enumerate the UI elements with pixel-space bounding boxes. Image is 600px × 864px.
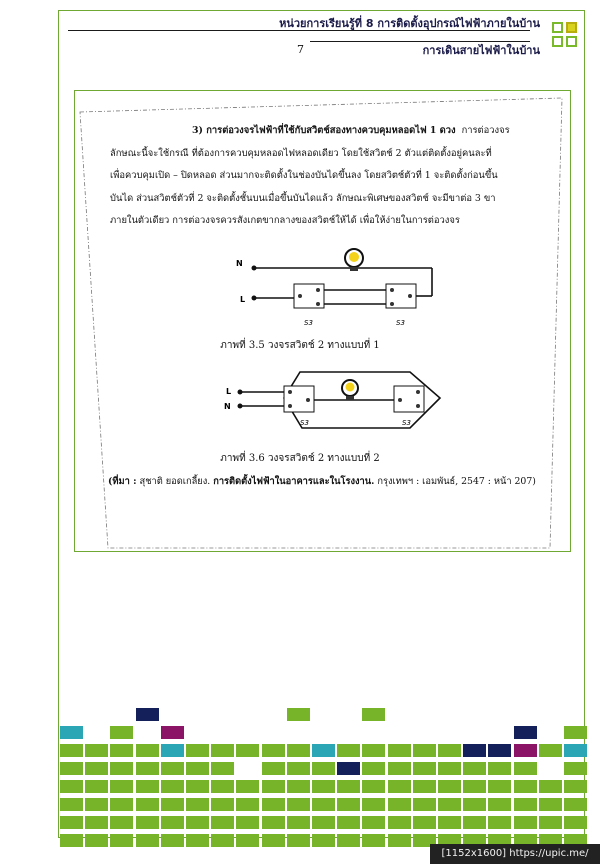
tile [110, 780, 133, 793]
tile [388, 798, 411, 811]
tile [262, 762, 285, 775]
tile [312, 834, 335, 847]
tile [136, 834, 159, 847]
body-line-2: ลักษณะนี้จะใช้กรณี ที่ต้องการควบคุมหลอดไฟหลอดเดียว โดยใช้สวิตช์ 2 ตัวแต่ติดตั้งอยู่คนละที่ [110, 147, 492, 159]
tile [287, 708, 310, 721]
tile [236, 744, 259, 757]
switch-s3-right [394, 386, 424, 412]
page-number: 7 [297, 43, 304, 56]
tile [438, 816, 461, 829]
tile [161, 726, 184, 739]
tile [287, 816, 310, 829]
tile [312, 762, 335, 775]
tile [211, 834, 234, 847]
tile [488, 762, 511, 775]
tile [514, 762, 537, 775]
tile [186, 744, 209, 757]
tile [413, 816, 436, 829]
tile [60, 726, 83, 739]
tile [539, 744, 562, 757]
tile [60, 816, 83, 829]
tile [110, 744, 133, 757]
fig2-switch-2-label: S3 [402, 419, 411, 427]
tile [60, 744, 83, 757]
tile [211, 780, 234, 793]
tile [312, 798, 335, 811]
fig1-label-l: L [240, 295, 246, 304]
tile [413, 762, 436, 775]
tile [287, 780, 310, 793]
tile [514, 726, 537, 739]
tile [362, 834, 385, 847]
tile [85, 780, 108, 793]
tile [388, 834, 411, 847]
tile [564, 744, 587, 757]
tile [362, 798, 385, 811]
tile [337, 798, 360, 811]
tile [564, 816, 587, 829]
tile [312, 744, 335, 757]
tile [337, 744, 360, 757]
tile [514, 744, 537, 757]
fig2-switch-1-label: S3 [300, 419, 309, 427]
tile [60, 834, 83, 847]
footer-watermark: [1152x1600] https://upic.me/ [430, 844, 600, 864]
tile [262, 744, 285, 757]
tile [186, 798, 209, 811]
tile [463, 798, 486, 811]
tile [110, 816, 133, 829]
tile [262, 798, 285, 811]
source-citation [108, 474, 568, 489]
tile [564, 780, 587, 793]
figure-1-caption: ภาพที่ 3.5 วงจรสวิตช์ 2 ทางแบบที่ 1 [220, 340, 380, 351]
tile [312, 816, 335, 829]
tile [60, 798, 83, 811]
header-title: หน่วยการเรียนรู้ที่ 8 การติดตั้งอุปกรณ์ไฟฟ้าภายในบ้าน [279, 17, 540, 30]
switch-s3-left [294, 284, 324, 308]
tile [136, 798, 159, 811]
tile [312, 780, 335, 793]
figure-2-caption: ภาพที่ 3.6 วงจรสวิตช์ 2 ทางแบบที่ 2 [220, 453, 380, 464]
fig1-switch-2-label: S3 [396, 319, 405, 327]
tile [362, 708, 385, 721]
tile [211, 744, 234, 757]
tile [262, 834, 285, 847]
tile [161, 816, 184, 829]
tile [85, 744, 108, 757]
tile [262, 816, 285, 829]
tile [136, 708, 159, 721]
tile [413, 798, 436, 811]
tile [236, 798, 259, 811]
tile [388, 816, 411, 829]
tile [463, 744, 486, 757]
tile [287, 762, 310, 775]
tile [287, 834, 310, 847]
tile [85, 798, 108, 811]
tile [388, 762, 411, 775]
tile [438, 780, 461, 793]
tile [388, 780, 411, 793]
tile [438, 798, 461, 811]
section-heading: 3) การต่อวงจรไฟฟ้าที่ใช้กับสวิตช์สองทางควบคุมหลอดไฟ 1 ดวง [192, 125, 456, 136]
tile [85, 816, 108, 829]
tile [413, 780, 436, 793]
tile [110, 762, 133, 775]
tile [514, 780, 537, 793]
tile [463, 762, 486, 775]
tile [85, 762, 108, 775]
tile [337, 780, 360, 793]
fig2-label-l: L [226, 387, 232, 396]
tile [564, 798, 587, 811]
tile [362, 762, 385, 775]
tile [413, 744, 436, 757]
tile [211, 798, 234, 811]
tile [136, 744, 159, 757]
tile [438, 762, 461, 775]
tile [186, 780, 209, 793]
tile [110, 798, 133, 811]
tile [161, 744, 184, 757]
body-line-5: ภายในตัวเดียว การต่อวงจรควรสังเกตขากลางของสวิตช์ให้ได้ เพื่อให้ง่ายในการต่อวงจร [110, 215, 460, 226]
source-prefix: (ที่มา : [108, 476, 137, 487]
tile [287, 798, 310, 811]
tile [488, 816, 511, 829]
tile [236, 816, 259, 829]
tile [136, 780, 159, 793]
tile [110, 834, 133, 847]
tile [161, 762, 184, 775]
source-publisher: กรุงเทพฯ : เอมพันธ์, 2547 : หน้า 207) [377, 476, 536, 487]
tile [161, 834, 184, 847]
tile [262, 780, 285, 793]
tile [110, 726, 133, 739]
tile [186, 816, 209, 829]
tile [60, 780, 83, 793]
tile [287, 744, 310, 757]
tile [211, 762, 234, 775]
tile [488, 780, 511, 793]
tile [488, 744, 511, 757]
source-book: การติดตั้งไฟฟ้าในอาคารและในโรงงาน. [213, 476, 375, 487]
tile [136, 762, 159, 775]
tile [236, 834, 259, 847]
tile [136, 816, 159, 829]
tile [362, 780, 385, 793]
fig1-label-n: N [236, 259, 243, 268]
light-bulb-icon [342, 380, 358, 400]
tile [463, 780, 486, 793]
tile [514, 816, 537, 829]
tile [186, 762, 209, 775]
body-line-4: บันได ส่วนสวิตช์ตัวที่ 2 จะติดตั้งชั้นบนเมื่อขึ้นบันไดแล้ว ลักษณะพิเศษของสวิตช์ จะมีขาต่อ 3 ขา [110, 192, 496, 204]
tile [539, 780, 562, 793]
tile [337, 816, 360, 829]
tile [438, 744, 461, 757]
tile [60, 762, 83, 775]
tile [539, 798, 562, 811]
tile [564, 762, 587, 775]
tile [362, 816, 385, 829]
tile [564, 726, 587, 739]
body-line-1: การต่อวงจร [461, 125, 510, 136]
tile [161, 798, 184, 811]
tile [211, 816, 234, 829]
tile [463, 816, 486, 829]
switch-s3-left [284, 386, 314, 412]
tile [362, 744, 385, 757]
source-author: สุชาติ ยอดเกลี้ยง. [139, 476, 211, 487]
fig2-label-n: N [224, 402, 231, 411]
switch-s3-right [386, 284, 416, 308]
header-subtitle: การเดินสายไฟฟ้าในบ้าน [422, 44, 540, 57]
tile [161, 780, 184, 793]
tile [186, 834, 209, 847]
fig1-switch-1-label: S3 [304, 319, 313, 327]
tile [514, 798, 537, 811]
tile [85, 834, 108, 847]
tile [488, 798, 511, 811]
tile [337, 834, 360, 847]
tile [388, 744, 411, 757]
tile [236, 780, 259, 793]
tile [539, 816, 562, 829]
tile [337, 762, 360, 775]
body-line-3: เพื่อควบคุมเปิด – ปิดหลอด ส่วนมากจะติดตั้งในช่องบันไดขึ้นลง โดยสวิตช์ตัวที่ 1 จะติดตั้งก่อนขึ้น [110, 170, 498, 181]
